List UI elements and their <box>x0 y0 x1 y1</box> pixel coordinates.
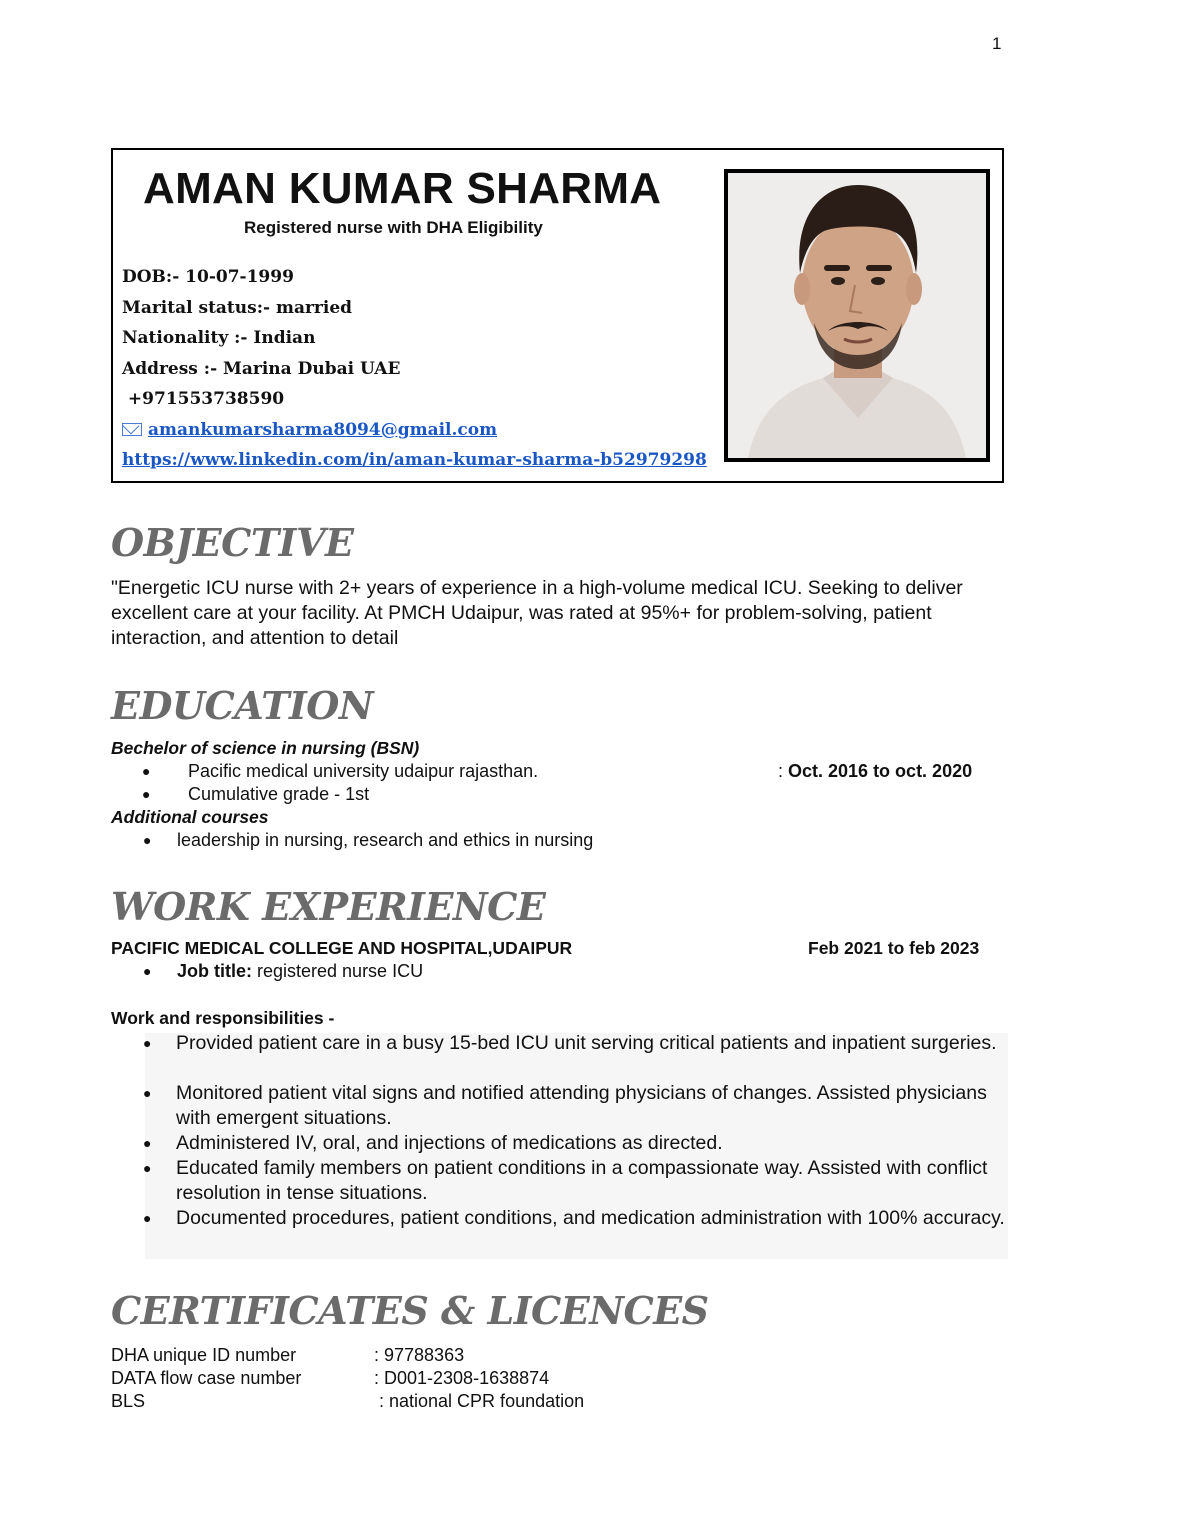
dob: DOB:- 10-07-1999 <box>122 267 294 287</box>
certificate-row: BLS : national CPR foundation <box>111 1391 585 1411</box>
work-dates: Feb 2021 to feb 2023 <box>808 938 980 958</box>
header-box <box>111 148 1004 483</box>
university: Pacific medical university udaipur rajasthan. <box>188 761 539 781</box>
profile-photo-illustration <box>728 173 986 458</box>
additional-courses: leadership in nursing, research and ethics in nursing <box>177 830 594 850</box>
address: Address :- Marina Dubai UAE <box>122 358 401 379</box>
responsibility-item: Documented procedures, patient conditions, and medication administration with 100% accuracy. <box>176 1207 1005 1229</box>
bullet: ● <box>143 1135 152 1151</box>
objective-heading: OBJECTIVE <box>111 520 354 565</box>
bullet: ● <box>143 1210 152 1226</box>
profile-photo <box>724 169 990 462</box>
phone: +971553738590 <box>127 389 285 409</box>
linkedin-row <box>122 445 707 476</box>
certificate-row: DATA flow case number : D001-2308-1638874 <box>111 1368 550 1388</box>
work-heading: WORK EXPERIENCE <box>111 884 546 929</box>
linkedin-link[interactable]: https://www.linkedin.com/in/aman-kumar-sharma-b52979298 <box>122 450 707 470</box>
bullet: ● <box>143 963 152 979</box>
marital-status: Marital status:- married <box>122 297 353 318</box>
email-row <box>122 415 707 446</box>
job-title: Job title: registered nurse ICU <box>177 961 424 981</box>
mail-icon <box>122 423 142 436</box>
responsibility-item: Provided patient care in a busy 15-bed ICU unit serving critical patients and inpatient surgeries. <box>176 1032 997 1054</box>
bullet: ● <box>142 786 151 802</box>
responsibility-item: Educated family members on patient conditions in a compassionate way. Assisted with conflict resolution in tense situations. <box>176 1157 988 1204</box>
bullet: ● <box>142 763 151 779</box>
objective-text: "Energetic ICU nurse with 2+ years of experience in a high-volume medical ICU. Seeking to deliver excellent care at your facility. At PMCH Udaipur, was rated at 95%+ for problem-solving, patient interaction, and attention to detail <box>111 577 963 649</box>
degree-title: Bechelor of science in nursing (BSN) <box>111 738 420 758</box>
bullet: ● <box>143 1035 152 1051</box>
certificate-row: DHA unique ID number : 97788363 <box>111 1345 465 1365</box>
education-dates: : Oct. 2016 to oct. 2020 <box>778 761 973 781</box>
education-heading: EDUCATION <box>111 683 374 728</box>
additional-courses-title: Additional courses <box>111 807 269 827</box>
candidate-subtitle: Registered nurse with DHA Eligibility <box>244 218 543 237</box>
responsibility-item: Administered IV, oral, and injections of medications as directed. <box>176 1132 723 1154</box>
page-number: 1 <box>992 34 1002 53</box>
bullet: ● <box>143 832 152 848</box>
grade: Cumulative grade - 1st <box>188 784 370 804</box>
certificates-heading: CERTIFICATES & LICENCES <box>111 1288 709 1333</box>
email-link[interactable]: amankumarsharma8094@gmail.com <box>148 419 498 440</box>
nationality: Nationality :- Indian <box>122 328 316 348</box>
bullet: ● <box>143 1085 152 1101</box>
employer: PACIFIC MEDICAL COLLEGE AND HOSPITAL,UDAIPUR <box>111 938 573 958</box>
responsibility-item: Monitored patient vital signs and notified attending physicians of changes. Assisted physicians with emergent situations. <box>176 1082 987 1129</box>
candidate-name: AMAN KUMAR SHARMA <box>143 164 662 213</box>
bullet: ● <box>143 1160 152 1176</box>
contact-block <box>122 262 707 476</box>
responsibilities-title: Work and responsibilities - <box>111 1008 335 1028</box>
